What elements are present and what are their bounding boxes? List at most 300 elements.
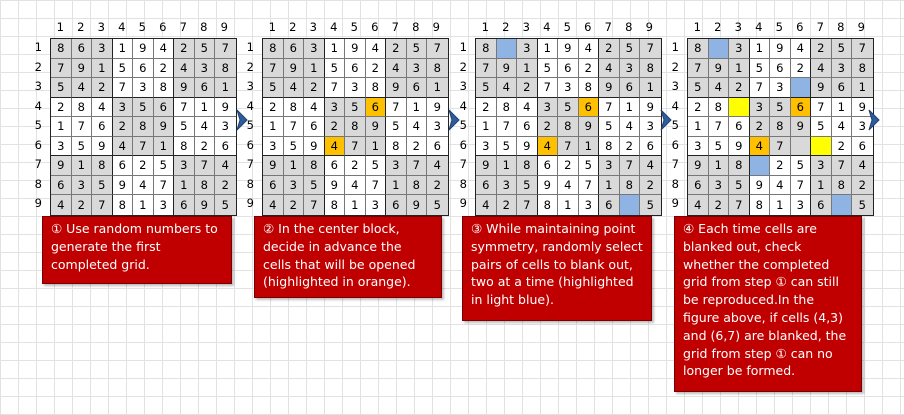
row-number: 2	[34, 59, 42, 74]
grid-cell: 4	[852, 156, 873, 176]
grid-cell: 4	[407, 117, 428, 137]
grid-cell: 4	[688, 195, 709, 215]
column-number: 7	[816, 20, 824, 34]
grid-cell: 3	[386, 156, 407, 176]
grid-cell: 1	[407, 98, 428, 118]
grid-cell: 4	[195, 117, 216, 137]
grid-cell: 5	[620, 39, 641, 59]
grid-cell: 3	[620, 59, 641, 79]
grid-cell: 8	[620, 176, 641, 196]
grid-cell: 6	[113, 156, 134, 176]
column-number: 2	[714, 20, 722, 34]
grid-cell: 5	[366, 156, 387, 176]
grid-cell: 7	[263, 59, 284, 79]
grid-cell: 4	[770, 176, 791, 196]
column-number: 9	[432, 20, 440, 34]
grid-cell: 6	[174, 195, 195, 215]
grid-cell: 8	[133, 117, 154, 137]
grid-cell: 7	[366, 176, 387, 196]
grid-cell: 4	[811, 59, 832, 79]
grid-cell: 7	[215, 39, 236, 59]
grid-cell: 6	[811, 195, 832, 215]
grid-cell: 3	[325, 98, 346, 118]
grid-cell: 2	[386, 39, 407, 59]
grid-cell: 1	[284, 156, 305, 176]
row-number: 2	[459, 59, 467, 74]
grid-cell: 2	[688, 98, 709, 118]
grid-cell: 1	[133, 195, 154, 215]
grid-cell: 4	[476, 195, 497, 215]
grid-cell: 6	[620, 78, 641, 98]
grid-cell: 2	[263, 98, 284, 118]
grid-cell: 4	[51, 195, 72, 215]
grid-cell: 2	[215, 176, 236, 196]
row-number: 7	[671, 157, 679, 171]
grid-cell: 7	[599, 98, 620, 118]
grid-cell: 9	[92, 137, 113, 157]
grid-cell: 8	[688, 39, 709, 59]
grid-cell: 5	[476, 78, 497, 98]
grid-cell: 8	[215, 59, 236, 79]
row-number: 8	[246, 176, 254, 191]
grid-cell: 6	[791, 98, 812, 118]
grid-cell: 2	[284, 195, 305, 215]
grid-cell: 2	[113, 117, 134, 137]
grid-cell: 1	[832, 98, 853, 118]
grid-cell: 9	[284, 59, 305, 79]
grid-cell: 3	[640, 117, 661, 137]
grid-cell: 3	[345, 78, 366, 98]
grid-cell: 1	[215, 78, 236, 98]
grid-cell: 4	[325, 137, 346, 157]
grid-cell: 7	[154, 176, 175, 196]
grid-cell	[709, 39, 730, 59]
column-number: 8	[837, 20, 845, 34]
grid-cell: 3	[599, 156, 620, 176]
grid-cell: 9	[640, 98, 661, 118]
grid-cell: 5	[558, 98, 579, 118]
grid-cell: 2	[407, 137, 428, 157]
grid-cell: 5	[832, 39, 853, 59]
grid-cell: 1	[51, 117, 72, 137]
grid-cell: 9	[215, 98, 236, 118]
grid-cell: 1	[538, 39, 559, 59]
grid-cell: 1	[195, 98, 216, 118]
note-step-2: ② In the center block, decide in advance the cells that will be opened (highlighted in orange).	[254, 216, 442, 298]
grid-cell: 1	[154, 137, 175, 157]
grid-cell: 1	[325, 39, 346, 59]
column-number: 5	[350, 20, 358, 34]
grid-cell: 9	[709, 59, 730, 79]
grid-cell: 3	[133, 78, 154, 98]
grid-cell: 4	[517, 98, 538, 118]
grid-cell: 5	[154, 156, 175, 176]
grid-cell: 7	[558, 137, 579, 157]
grid-cell: 7	[51, 59, 72, 79]
grid-cell	[791, 78, 812, 98]
column-number: 1	[268, 20, 276, 34]
grid-cell: 2	[72, 195, 93, 215]
grid-cell: 5	[497, 137, 518, 157]
grid-cell: 7	[195, 156, 216, 176]
grid-cell: 1	[709, 156, 730, 176]
grid-cell: 3	[195, 59, 216, 79]
grid-cell: 1	[640, 78, 661, 98]
grid-cell: 5	[517, 176, 538, 196]
column-number: 7	[391, 20, 399, 34]
grid-cell: 6	[284, 39, 305, 59]
column-number: 7	[604, 20, 612, 34]
grid-cell: 4	[345, 176, 366, 196]
column-numbers	[50, 20, 235, 34]
grid-cell: 2	[517, 78, 538, 98]
grid-cell: 7	[133, 137, 154, 157]
grid-cell: 7	[517, 195, 538, 215]
grid-cell: 8	[497, 98, 518, 118]
grid-cell: 6	[215, 137, 236, 157]
row-numbers	[28, 38, 44, 214]
grid-cell: 6	[770, 59, 791, 79]
grid-cell: 8	[366, 78, 387, 98]
grid-cell: 6	[345, 59, 366, 79]
grid-cell	[729, 98, 750, 118]
grid-cell: 9	[366, 117, 387, 137]
grid-cell: 3	[852, 117, 873, 137]
row-number: 7	[246, 157, 254, 171]
column-number: 5	[563, 20, 571, 34]
column-number: 5	[138, 20, 146, 34]
grid-cell: 6	[852, 137, 873, 157]
grid-cell: 8	[709, 98, 730, 118]
grid-cell: 2	[558, 156, 579, 176]
grid-cell: 2	[476, 98, 497, 118]
grid-cell: 3	[579, 195, 600, 215]
grid-cell: 5	[599, 117, 620, 137]
grid-cell: 2	[195, 137, 216, 157]
grid-cell: 6	[729, 117, 750, 137]
column-number: 6	[584, 20, 592, 34]
grid-cell: 2	[497, 195, 518, 215]
row-number: 5	[246, 118, 254, 132]
grid-cell	[832, 195, 853, 215]
grid-cell: 7	[832, 156, 853, 176]
row-number: 1	[459, 40, 467, 54]
grid-cell: 4	[215, 156, 236, 176]
row-number: 9	[34, 196, 42, 210]
grid-cell: 4	[284, 78, 305, 98]
row-number: 6	[671, 137, 679, 152]
grid-cell: 7	[72, 117, 93, 137]
grid-cell: 2	[852, 176, 873, 196]
grid-cell: 1	[750, 39, 771, 59]
grid-cell: 8	[72, 98, 93, 118]
grid-cell: 8	[770, 117, 791, 137]
grid-cell: 4	[620, 117, 641, 137]
grid-cell: 7	[174, 98, 195, 118]
grid-cell: 8	[640, 59, 661, 79]
grid-cell: 3	[709, 176, 730, 196]
grid-cell: 1	[620, 98, 641, 118]
grid-cell: 6	[427, 137, 448, 157]
grid-cell: 7	[476, 59, 497, 79]
grid-cell: 1	[558, 195, 579, 215]
grid-cell: 4	[133, 176, 154, 196]
grid-cell: 3	[174, 156, 195, 176]
column-number: 2	[502, 20, 510, 34]
grid-cell: 4	[72, 78, 93, 98]
grid-cell: 1	[811, 176, 832, 196]
grid-cell: 4	[386, 59, 407, 79]
grid-cell: 4	[113, 137, 134, 157]
column-number: 7	[179, 20, 187, 34]
row-number: 5	[459, 118, 467, 132]
grid-cell: 1	[386, 176, 407, 196]
sudoku-grid	[687, 38, 874, 216]
row-number: 2	[671, 59, 679, 74]
row-number: 4	[246, 98, 254, 113]
grid-cell: 2	[791, 59, 812, 79]
grid-cell: 8	[304, 156, 325, 176]
grid-cell: 2	[51, 98, 72, 118]
grid-cell: 9	[325, 176, 346, 196]
grid-cell: 8	[284, 98, 305, 118]
grid-cell: 4	[791, 39, 812, 59]
grid-cell: 8	[407, 176, 428, 196]
grid-cell: 7	[750, 78, 771, 98]
grid-cell: 7	[407, 156, 428, 176]
grid-cell: 5	[92, 176, 113, 196]
row-number: 3	[459, 79, 467, 93]
column-number: 6	[796, 20, 804, 34]
grid-cell: 8	[113, 195, 134, 215]
grid-cell: 9	[688, 156, 709, 176]
grid-cell: 5	[729, 176, 750, 196]
grid-cell: 6	[51, 176, 72, 196]
grid-cell: 7	[729, 195, 750, 215]
row-number: 8	[459, 176, 467, 191]
grid-cell: 6	[688, 176, 709, 196]
grid-cell: 2	[133, 156, 154, 176]
grid-cell: 1	[304, 59, 325, 79]
row-number: 3	[671, 79, 679, 93]
column-number: 9	[645, 20, 653, 34]
column-number: 1	[481, 20, 489, 34]
column-number: 6	[371, 20, 379, 34]
column-numbers	[262, 20, 447, 34]
grid-cell: 6	[476, 176, 497, 196]
grid-cell: 7	[688, 59, 709, 79]
grid-cell: 6	[72, 39, 93, 59]
grid-cell: 6	[366, 98, 387, 118]
grid-cell: 2	[770, 156, 791, 176]
grid-cell: 8	[386, 137, 407, 157]
grid-cell: 5	[174, 117, 195, 137]
grid-cell: 4	[497, 78, 518, 98]
grid-cell: 4	[640, 156, 661, 176]
row-number: 1	[246, 40, 254, 54]
grid-cell: 2	[599, 39, 620, 59]
grid-cell: 3	[811, 156, 832, 176]
grid-cell: 5	[325, 59, 346, 79]
grid-cell: 8	[832, 176, 853, 196]
grid-cell: 5	[791, 156, 812, 176]
grid-cell: 7	[92, 195, 113, 215]
grid-cell: 5	[284, 137, 305, 157]
grid-cell: 6	[133, 59, 154, 79]
grid-cell: 8	[599, 137, 620, 157]
grid-cell: 9	[386, 78, 407, 98]
grid-cell: 1	[517, 59, 538, 79]
grid-cell: 4	[750, 137, 771, 157]
grid-cell: 9	[791, 117, 812, 137]
grid-cell: 6	[599, 195, 620, 215]
grid-cell: 4	[832, 117, 853, 137]
grid-cell: 9	[750, 176, 771, 196]
grid-cell: 5	[770, 98, 791, 118]
grid-cell: 4	[92, 98, 113, 118]
grid-cell: 5	[538, 59, 559, 79]
grid-cell: 2	[92, 78, 113, 98]
column-number: 8	[412, 20, 420, 34]
grid-cell: 8	[325, 195, 346, 215]
grid-cell: 3	[688, 137, 709, 157]
grid-cell: 8	[579, 78, 600, 98]
grid-cell: 3	[215, 117, 236, 137]
row-number: 5	[34, 118, 42, 132]
grid-cell: 9	[599, 78, 620, 98]
grid-cell: 1	[366, 137, 387, 157]
row-number: 9	[246, 196, 254, 210]
grid-cell: 8	[538, 195, 559, 215]
grid-cell: 8	[345, 117, 366, 137]
grid-cell: 6	[832, 78, 853, 98]
grid-cell: 9	[304, 137, 325, 157]
column-number: 4	[543, 20, 551, 34]
grid-cell: 4	[538, 137, 559, 157]
grid-cell: 3	[366, 195, 387, 215]
grid-cell: 7	[579, 176, 600, 196]
grid-cell: 3	[558, 78, 579, 98]
row-numbers	[240, 38, 256, 214]
grid-cell: 3	[832, 59, 853, 79]
grid-cell	[620, 195, 641, 215]
grid-cell: 5	[750, 59, 771, 79]
column-number: 3	[522, 20, 530, 34]
column-number: 3	[734, 20, 742, 34]
grid-cell: 9	[811, 78, 832, 98]
grid-cell: 1	[688, 117, 709, 137]
grid-cell: 9	[174, 78, 195, 98]
row-number: 1	[671, 40, 679, 54]
grid-cell: 3	[72, 176, 93, 196]
grid-cell: 9	[154, 117, 175, 137]
grid-cell: 8	[750, 195, 771, 215]
column-number: 1	[693, 20, 701, 34]
grid-cell	[750, 156, 771, 176]
grid-cell: 7	[497, 117, 518, 137]
grid-cell: 3	[427, 117, 448, 137]
column-number: 5	[775, 20, 783, 34]
grid-cell: 1	[599, 176, 620, 196]
grid-cell: 3	[791, 195, 812, 215]
grid-cell: 3	[51, 137, 72, 157]
grid-cell: 6	[558, 59, 579, 79]
grid-cell: 2	[709, 195, 730, 215]
grid-cell: 3	[263, 137, 284, 157]
row-number: 7	[459, 157, 467, 171]
grid-cell: 5	[72, 137, 93, 157]
grid-cell: 2	[620, 137, 641, 157]
grid-cell: 8	[92, 156, 113, 176]
grid-cell: 9	[263, 156, 284, 176]
grid-cell: 2	[640, 176, 661, 196]
grid-cell: 8	[517, 156, 538, 176]
grid-cell: 5	[811, 117, 832, 137]
grid-cell: 6	[195, 78, 216, 98]
grid-cell: 6	[304, 117, 325, 137]
grid-cell: 3	[304, 39, 325, 59]
grid-cell: 7	[640, 39, 661, 59]
column-number: 2	[77, 20, 85, 34]
grid-cell: 5	[852, 195, 873, 215]
grid-cell: 3	[750, 98, 771, 118]
grid-cell: 7	[304, 195, 325, 215]
grid-cell: 7	[427, 39, 448, 59]
grid-cell: 3	[92, 39, 113, 59]
grid-cell: 5	[640, 195, 661, 215]
grid-cell	[497, 39, 518, 59]
grid-cell: 7	[538, 78, 559, 98]
grid-cell: 6	[407, 78, 428, 98]
row-number: 8	[671, 176, 679, 191]
grid-cell: 4	[599, 59, 620, 79]
grid-cell: 9	[517, 137, 538, 157]
grid-cell: 3	[538, 98, 559, 118]
grid-cell: 5	[133, 98, 154, 118]
grid-cell: 7	[620, 156, 641, 176]
row-number: 4	[34, 98, 42, 113]
grid-cell: 3	[154, 195, 175, 215]
grid-cell: 8	[427, 59, 448, 79]
row-number: 1	[34, 40, 42, 54]
grid-cell: 5	[113, 59, 134, 79]
column-numbers	[687, 20, 872, 34]
grid-cell: 8	[51, 39, 72, 59]
grid-cell: 2	[811, 39, 832, 59]
column-number: 3	[309, 20, 317, 34]
note-step-4: ④ Each time cells are blanked out, check whether the completed grid from step ① can still be reproduced.In the figure above, if cells (4,3) and (6,7) are blanked, the grid from step ① can no longer be formed.	[674, 216, 862, 392]
grid-cell: 3	[476, 137, 497, 157]
row-number: 3	[34, 79, 42, 93]
column-number: 4	[330, 20, 338, 34]
grid-cell: 2	[174, 39, 195, 59]
grid-cell: 8	[852, 59, 873, 79]
row-number: 6	[246, 137, 254, 152]
column-number: 9	[857, 20, 865, 34]
grid-cell: 2	[832, 137, 853, 157]
grid-cell: 8	[476, 39, 497, 59]
row-number: 9	[671, 196, 679, 210]
grid-cell: 6	[640, 137, 661, 157]
grid-cell: 4	[263, 195, 284, 215]
grid-cell: 2	[538, 117, 559, 137]
grid-cell: 8	[558, 117, 579, 137]
grid-cell: 2	[729, 78, 750, 98]
row-numbers	[453, 38, 469, 214]
grid-cell: 2	[154, 59, 175, 79]
grid-cell: 4	[154, 39, 175, 59]
grid-cell: 2	[579, 59, 600, 79]
